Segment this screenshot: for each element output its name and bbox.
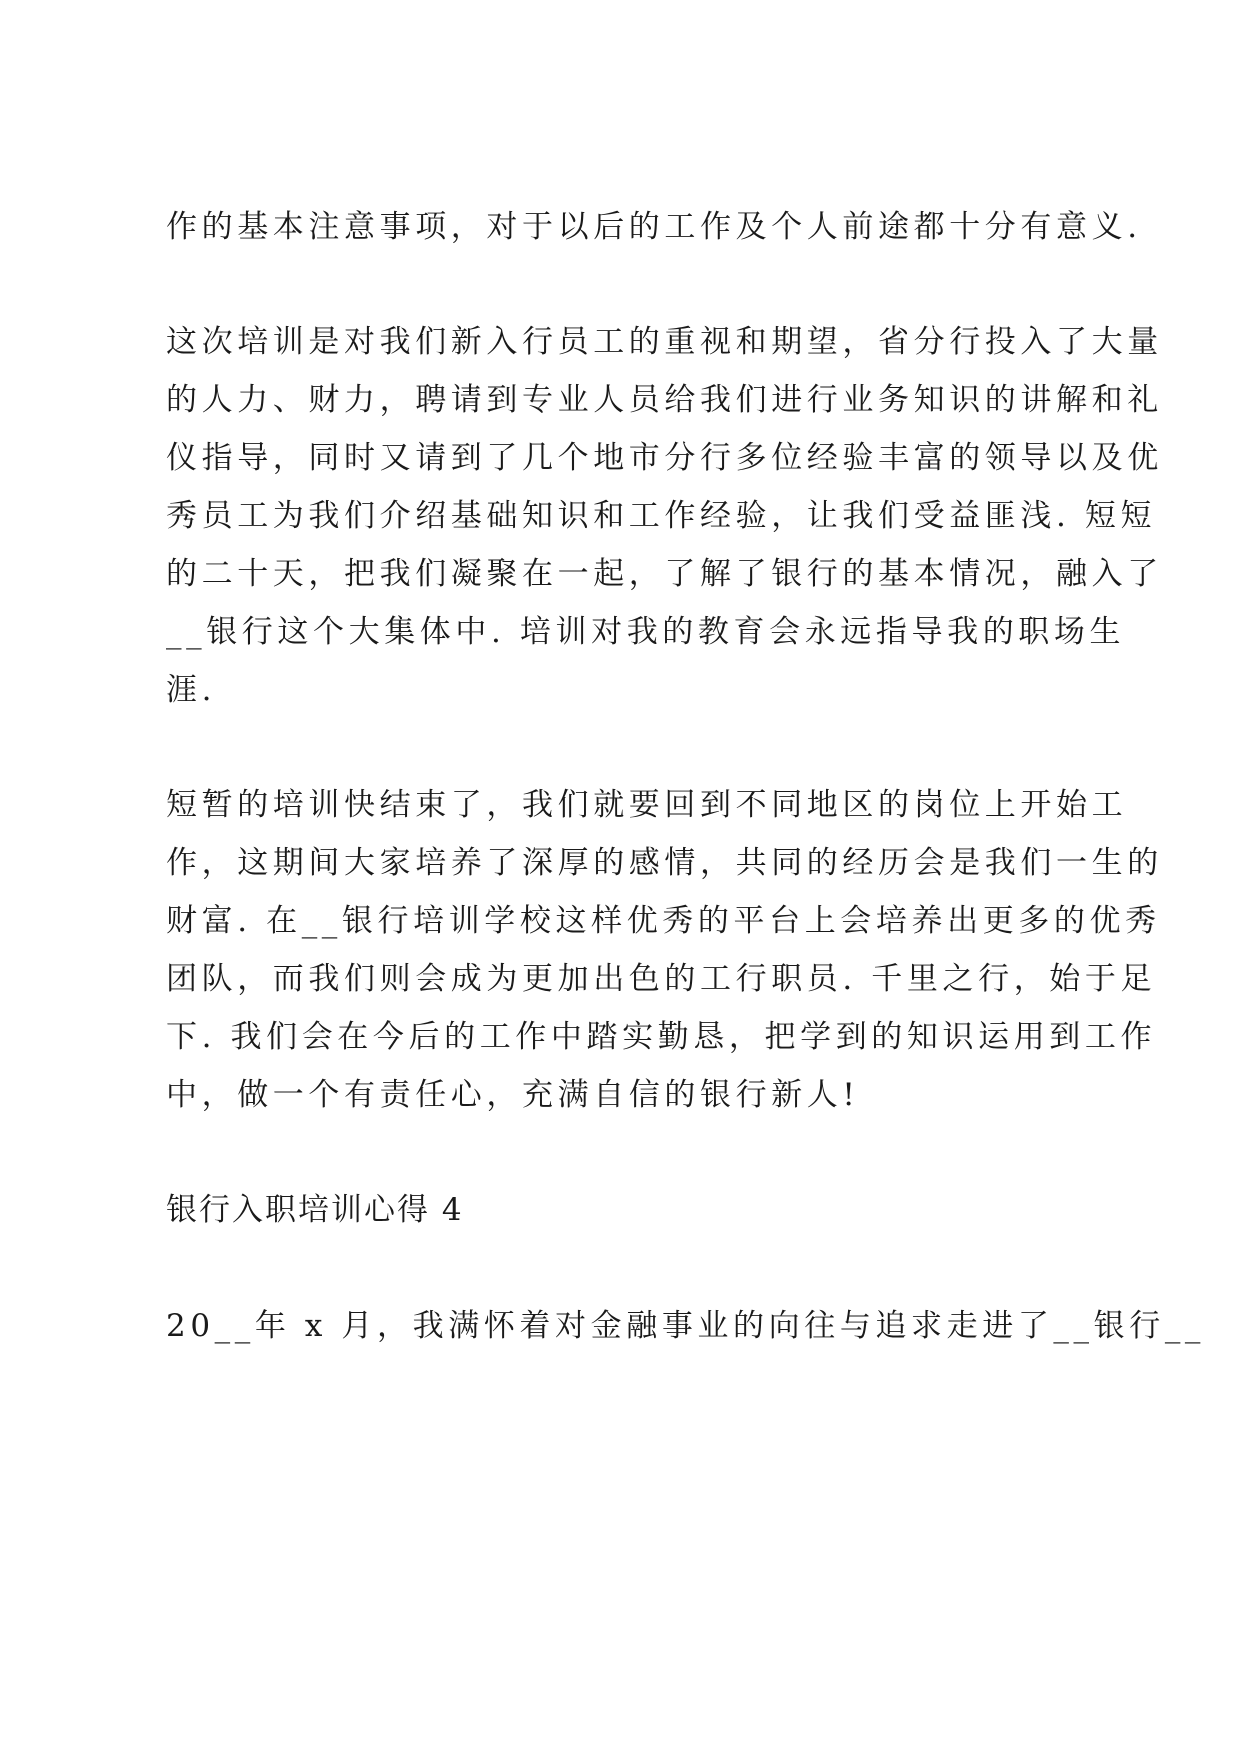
paragraph-4-line-1: 20__年 x 月，我满怀着对金融事业的向往与追求走进了__银行__	[166, 1308, 1206, 1344]
paragraph-2-line-7: 涯.	[166, 672, 217, 708]
paragraph-2-line-2: 的人力、财力，聘请到专业人员给我们进行业务知识的讲解和礼	[166, 382, 1163, 418]
paragraph-3-line-2: 作，这期间大家培养了深厚的感情，共同的经历会是我们一生的	[166, 845, 1163, 881]
section-heading: 银行入职培训心得 4	[166, 1192, 464, 1228]
paragraph-3-line-1: 短暂的培训快结束了，我们就要回到不同地区的岗位上开始工	[166, 787, 1128, 823]
paragraph-1-line-1: 作的基本注意事项，对于以后的工作及个人前途都十分有意义.	[166, 209, 1142, 245]
paragraph-2-line-5: 的二十天，把我们凝聚在一起，了解了银行的基本情况，融入了	[166, 556, 1163, 592]
paragraph-2-line-1: 这次培训是对我们新入行员工的重视和期望，省分行投入了大量	[166, 324, 1163, 360]
paragraph-2-line-6: __银行这个大集体中. 培训对我的教育会永远指导我的职场生	[166, 614, 1126, 650]
paragraph-3-line-4: 团队，而我们则会成为更加出色的工行职员. 千里之行，始于足	[166, 961, 1157, 997]
paragraph-2-line-4: 秀员工为我们介绍基础知识和工作经验，让我们受益匪浅. 短短	[166, 498, 1157, 534]
paragraph-3-line-5: 下. 我们会在今后的工作中踏实勤恳，把学到的知识运用到工作	[166, 1019, 1157, 1055]
paragraph-3-line-6: 中，做一个有责任心，充满自信的银行新人!	[166, 1077, 860, 1113]
paragraph-2-line-3: 仪指导，同时又请到了几个地市分行多位经验丰富的领导以及优	[166, 440, 1163, 476]
paragraph-3-line-3: 财富. 在__银行培训学校这样优秀的平台上会培养出更多的优秀	[166, 903, 1161, 939]
